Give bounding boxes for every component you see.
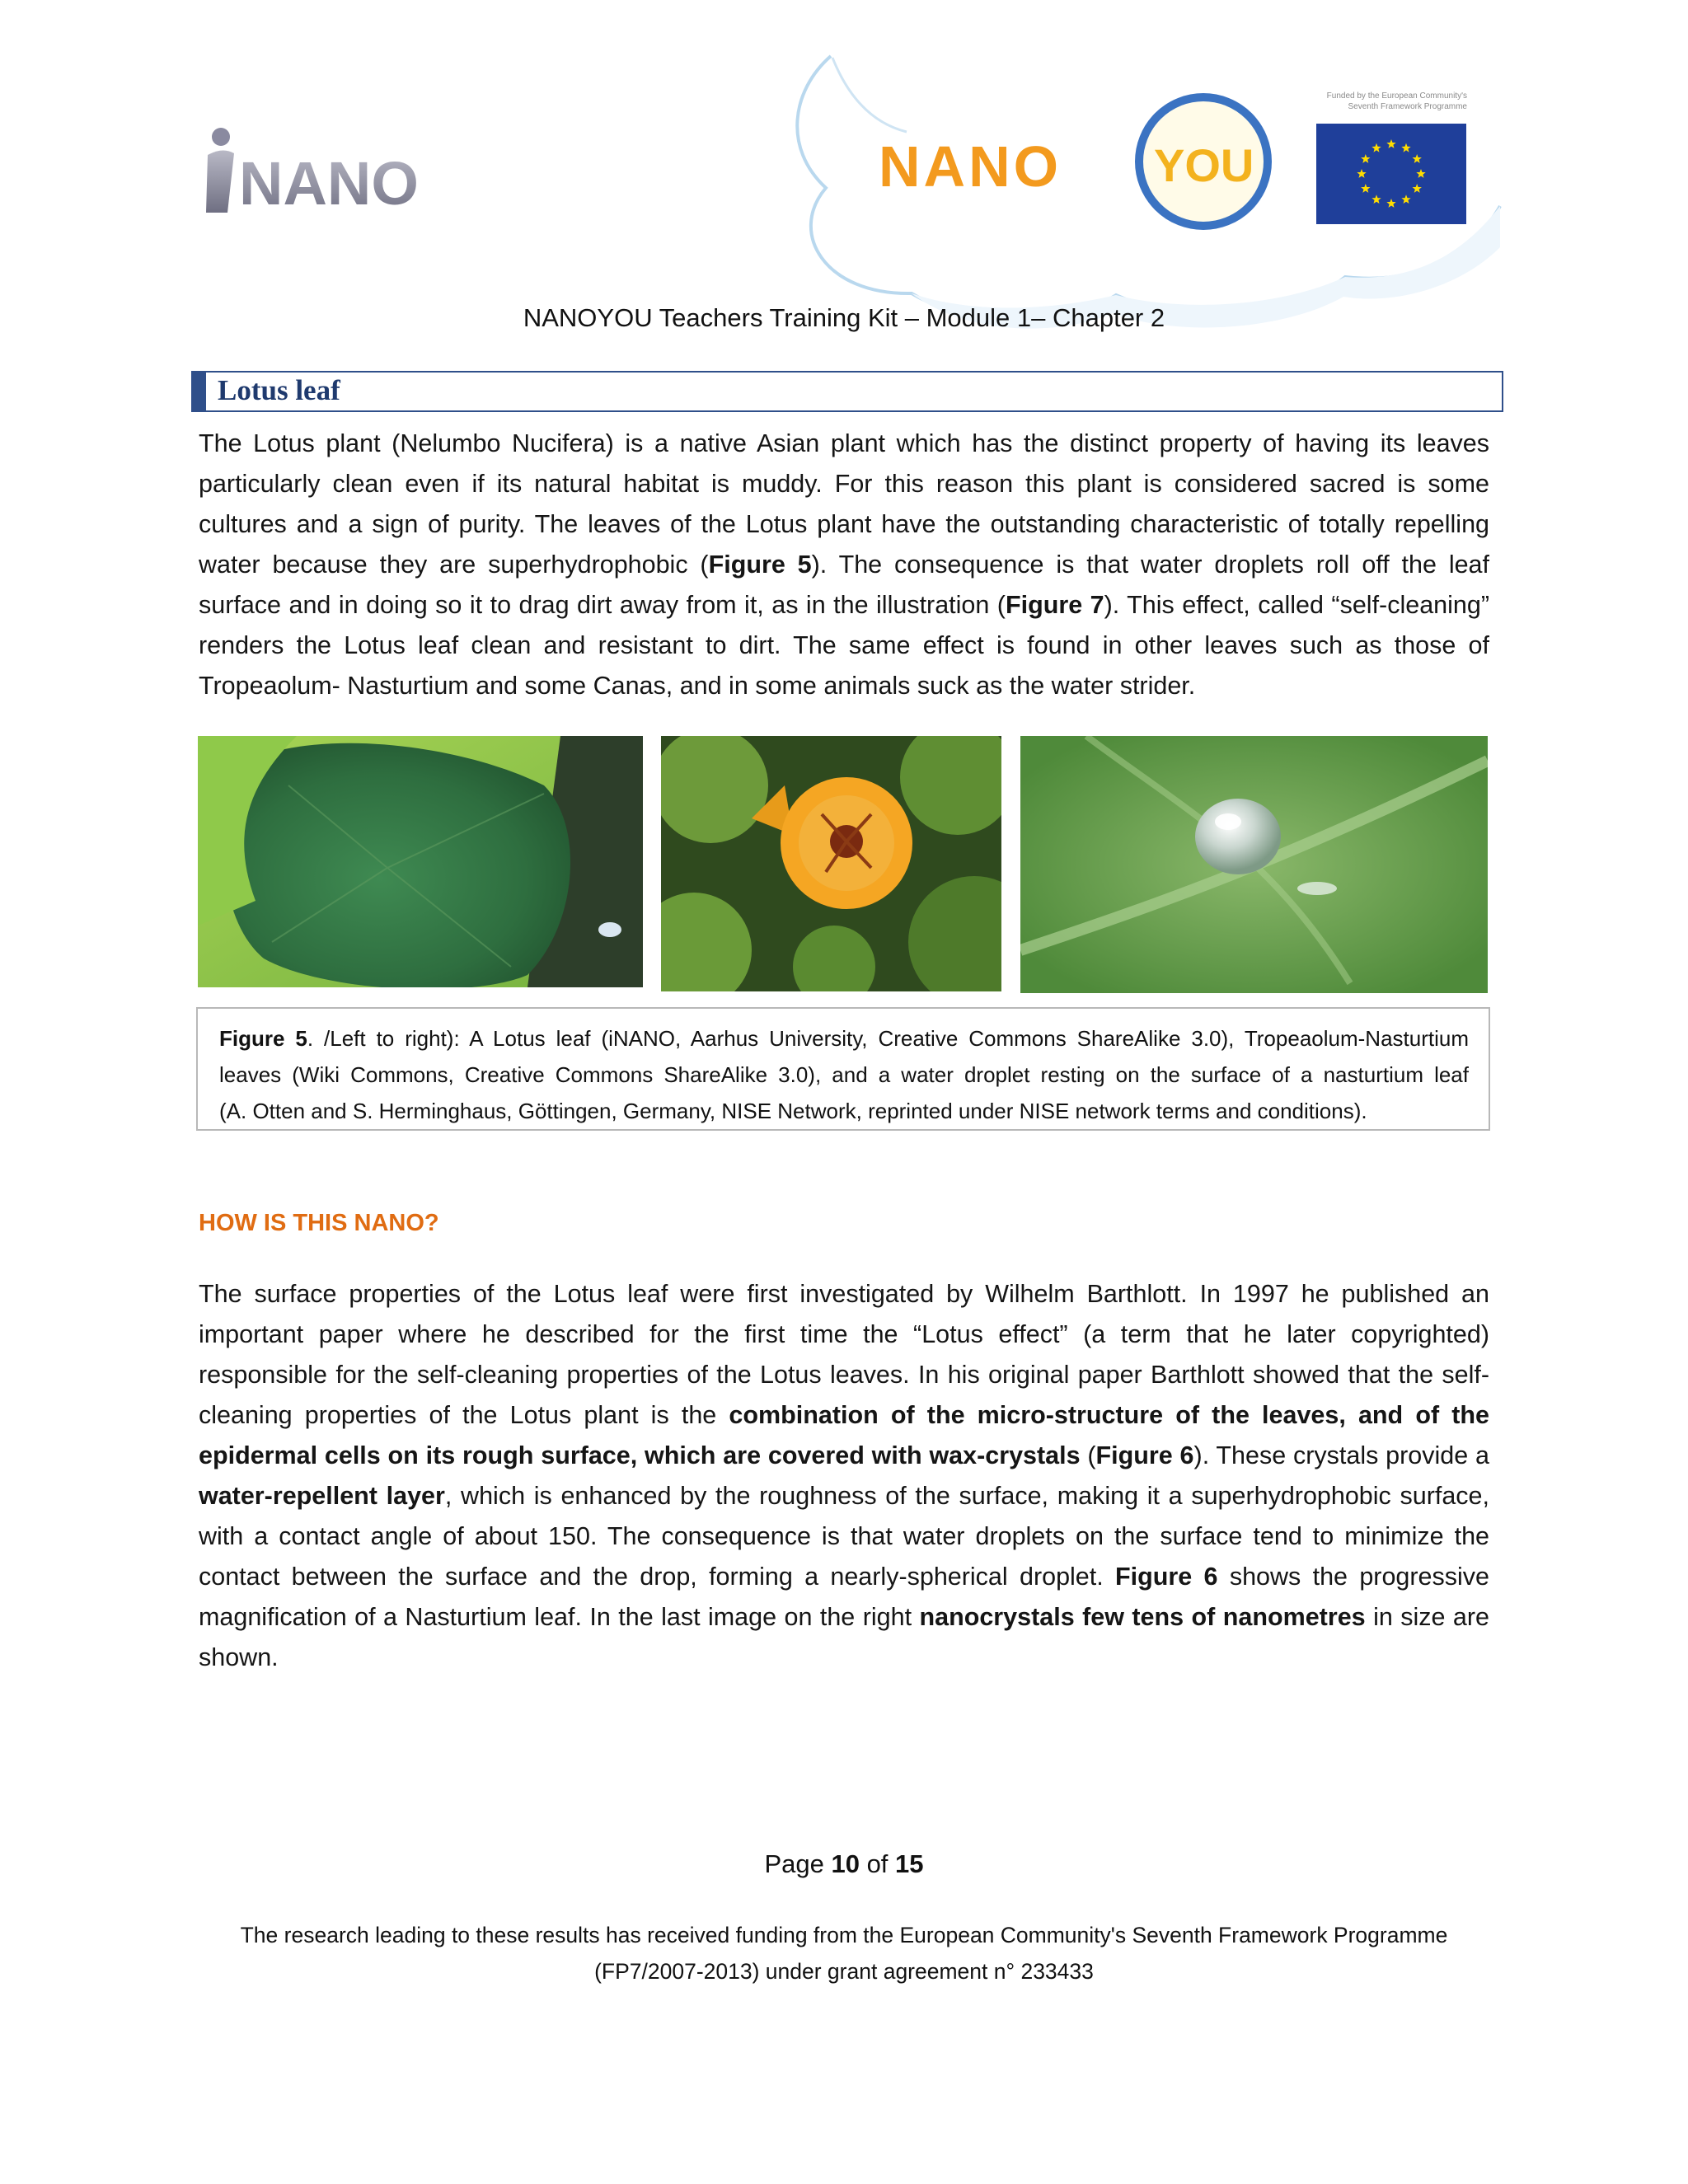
bold-text: Figure 7 (1005, 591, 1104, 619)
paragraph-line (199, 1274, 1489, 1315)
page-of: of (859, 1849, 896, 1878)
paragraph-line (199, 585, 1489, 626)
paragraph-line (199, 1355, 1489, 1395)
text-segment: ). This effect, called “self-cleaning” (1104, 591, 1489, 619)
caption-line: (A. Otten and S. Herminghaus, Göttingen, Germany, NISE Network, reprinted under NISE network terms and conditions). (219, 1099, 1367, 1123)
paragraph-line (199, 626, 1489, 666)
paragraph-line (199, 424, 1489, 464)
funding-note-line: The research leading to these results has received funding from the European Community's Seventh Framework Programme (240, 1923, 1448, 1947)
text-segment: magnification of a Nasturtium leaf. In the last image on the right (199, 1603, 920, 1631)
text-segment: The surface properties of the Lotus leaf were first investigated by Wilhelm Barthlott. In 1997 he published an (199, 1280, 1489, 1308)
page-number (0, 1849, 1688, 1879)
text-segment: ( (1080, 1441, 1096, 1469)
paragraph-line (199, 1638, 1489, 1678)
lotus-leaf-photo (198, 736, 643, 987)
explanation-paragraph (199, 1274, 1489, 1678)
paragraph-line (199, 1436, 1489, 1476)
text-segment: with a contact angle of about 150. The consequence is that water droplets on the surface tend to minimize the (199, 1522, 1489, 1550)
text-segment: responsible for the self-cleaning properties of the Lotus leaves. In his original paper Barthlott showed that the self- (199, 1361, 1489, 1389)
page-prefix: Page (764, 1849, 832, 1878)
text-segment: particularly clean even if its natural habitat is muddy. For this reason this plant is considered sacred is some (199, 470, 1489, 498)
running-header: NANOYOU Teachers Training Kit – Module 1– Chapter 2 (523, 303, 1165, 332)
section-heading (191, 371, 1503, 412)
eu-caption-line: Seventh Framework Programme (1348, 102, 1467, 111)
paragraph-line (199, 1597, 1489, 1638)
nanoyou-logo (874, 89, 1278, 237)
inano-logo (198, 122, 478, 221)
bold-text: nanocrystals few tens of nanometres (919, 1603, 1366, 1631)
paragraph-line (199, 1516, 1489, 1557)
paragraph-line (199, 666, 1489, 706)
figure-caption (219, 1020, 1469, 1129)
caption-line (219, 1020, 1469, 1057)
eu-funding-caption (1286, 91, 1467, 112)
bold-text: Figure 6 (1115, 1563, 1218, 1591)
paragraph-line (199, 545, 1489, 585)
text-segment: important paper where he described for the first time the “Lotus effect” (a term that he later copyrighted) (199, 1320, 1489, 1348)
funding-note-line: (FP7/2007-2013) under grant agreement n° 233433 (594, 1959, 1094, 1984)
text-segment: cleaning properties of the Lotus plant is the (199, 1401, 729, 1429)
caption-line: leaves (Wiki Commons, Creative Commons ShareAlike 3.0), and a water droplet resting on the surface of a nasturtium leaf (219, 1062, 1469, 1087)
bold-text: combination of the micro-structure of the leaves, and of the (729, 1401, 1490, 1429)
nanoyou-logo-you: YOU (1154, 139, 1254, 191)
text-segment: contact between the surface and the drop, forming a nearly-spherical droplet. (199, 1563, 1116, 1591)
funding-note (0, 1917, 1688, 1990)
how-is-this-nano-heading: HOW IS THIS NANO? (199, 1210, 439, 1236)
text-segment: shown. (199, 1643, 279, 1671)
text-segment: ). These crystals provide a (1193, 1441, 1489, 1469)
paragraph-line (199, 1557, 1489, 1597)
text-segment: renders the Lotus leaf clean and resistant to dirt. The same effect is found in other leaves such as those of (199, 631, 1489, 659)
paragraph-line (199, 1476, 1489, 1516)
text-segment: Tropeaolum- Nasturtium and some Canas, and in some animals suck as the water strider. (199, 672, 1196, 700)
bold-text: epidermal cells on its rough surface, which are covered with wax-crystals (199, 1441, 1081, 1469)
paragraph-line (199, 504, 1489, 545)
water-droplet-photo (1020, 736, 1488, 993)
text-segment: cultures and a sign of purity. The leaves of the Lotus plant have the outstanding characteristic of totally repelling (199, 510, 1489, 538)
text-segment: The Lotus plant (Nelumbo Nucifera) is a native Asian plant which has the distinct property of having its leaves (199, 429, 1489, 457)
section-title: Lotus leaf (218, 374, 340, 406)
caption-line-text: . /Left to right): A Lotus leaf (iNANO, Aarhus University, Creative Commons ShareAlike 3.0), Tropeaolum-Nasturtium (307, 1026, 1469, 1051)
text-segment: in size are (1365, 1603, 1490, 1631)
paragraph-line (199, 464, 1489, 504)
inano-logo-text: NANO (239, 149, 419, 218)
nasturtium-photo (661, 736, 1001, 991)
text-segment: , which is enhanced by the roughness of the surface, making it a superhydrophobic surface, (444, 1482, 1489, 1510)
text-segment: ). The consequence is that water droplets roll off the leaf (811, 551, 1489, 579)
paragraph-line (199, 1315, 1489, 1355)
text-segment: shows the progressive (1217, 1563, 1489, 1591)
eu-flag-logo (1316, 124, 1466, 224)
text-segment: surface and in doing so it to drag dirt away from it, as in the illustration ( (199, 591, 1006, 619)
bold-text: Figure 6 (1095, 1441, 1194, 1469)
text-segment: water because they are superhydrophobic ( (199, 551, 709, 579)
paragraph-line (199, 1395, 1489, 1436)
intro-paragraph (199, 424, 1489, 706)
nanoyou-logo-text: NANO (879, 134, 1062, 199)
eu-caption-line: Funded by the European Community's (1326, 91, 1467, 101)
caption-figure-label: Figure 5 (219, 1026, 307, 1051)
page-total: 15 (895, 1849, 924, 1878)
bold-text: water-repellent layer (199, 1482, 445, 1510)
page-current: 10 (831, 1849, 860, 1878)
figure-caption-box (196, 1007, 1490, 1131)
bold-text: Figure 5 (708, 551, 812, 579)
